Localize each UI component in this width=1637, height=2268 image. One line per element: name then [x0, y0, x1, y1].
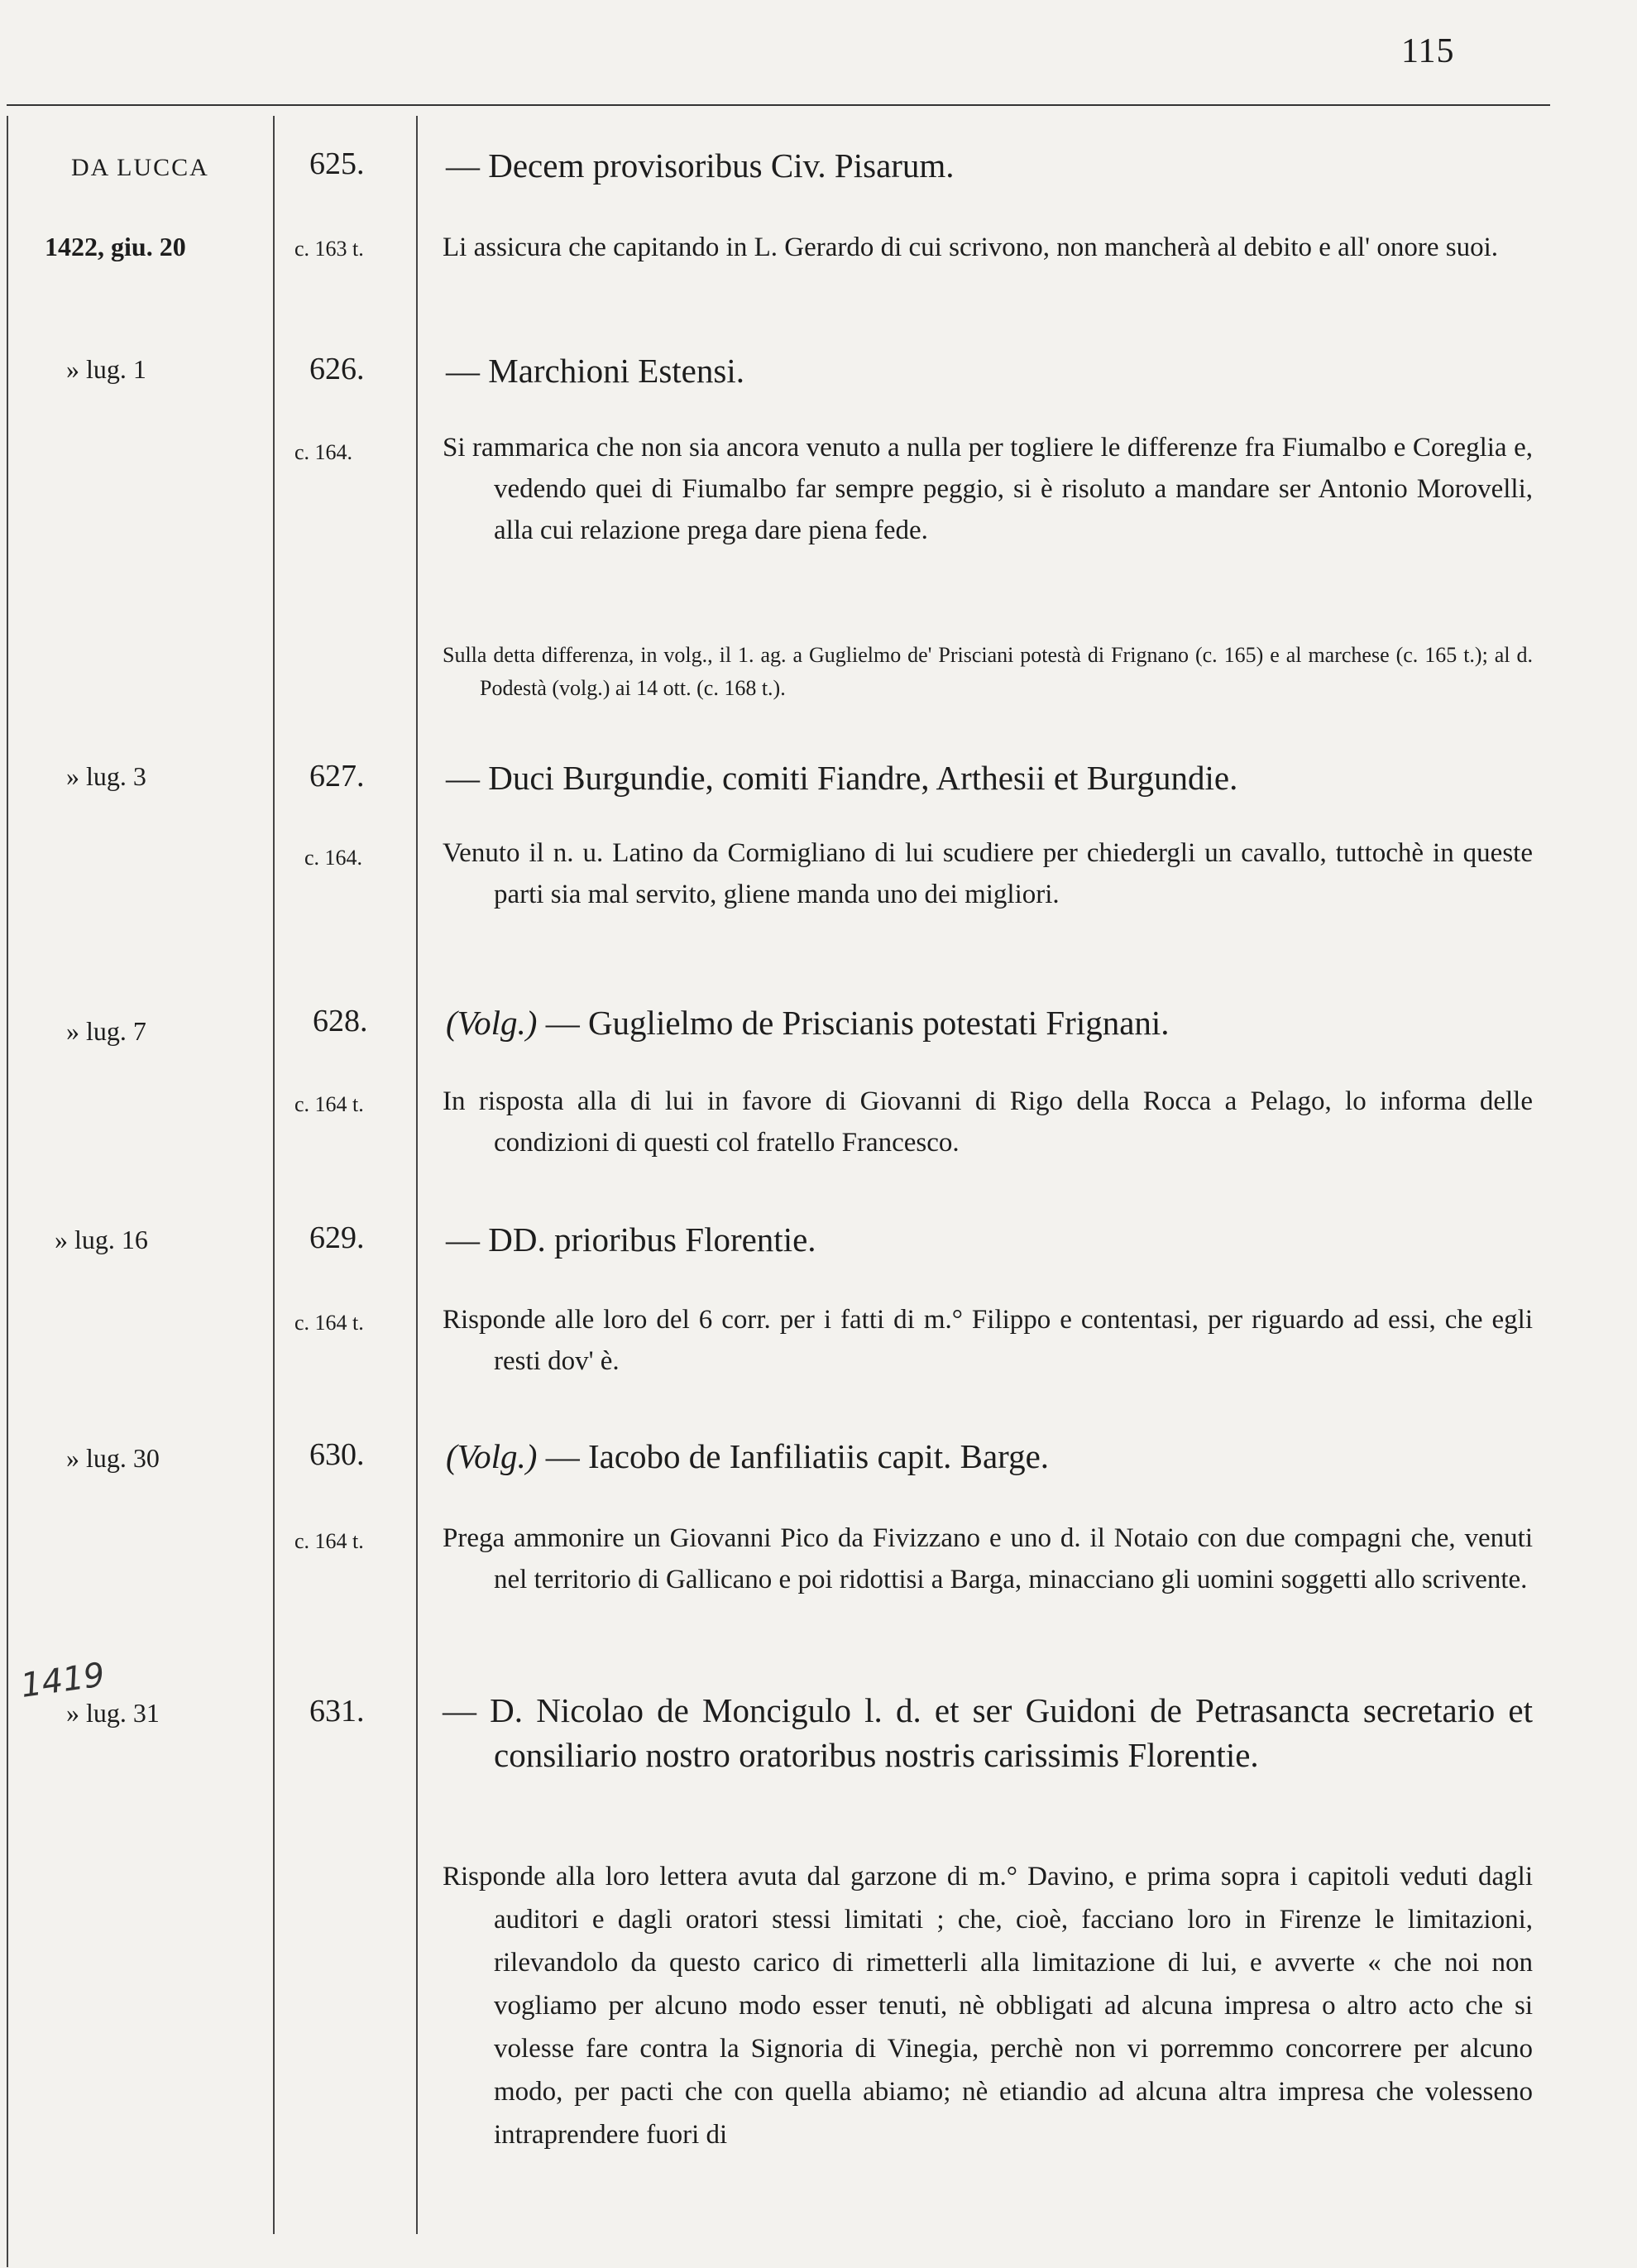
entry-folio: c. 164. — [294, 440, 353, 464]
entry-address: — Duci Burgundie, comiti Fiandre, Arthesii et Burgundie. — [446, 759, 1238, 797]
entry-number: 625. — [309, 146, 365, 181]
entry-number: 627. — [309, 759, 365, 794]
entry-number: 630. — [309, 1437, 365, 1472]
entry-date: » lug. 1 — [66, 354, 146, 384]
entry-folio: c. 163 t. — [294, 237, 364, 261]
entry-summary: In risposta alla di lui in favore di Giovanni di Rigo della Rocca a Pelago, lo informa delle condizioni di questi col fratello Francesco. — [443, 1086, 1533, 1158]
page-number: 115 — [1401, 32, 1455, 70]
volg-label: (Volg.) — [446, 1437, 538, 1475]
entry-address — [446, 1436, 1049, 1476]
entry-address — [446, 1003, 1170, 1043]
entry-number: 629. — [309, 1220, 365, 1255]
margin-line — [7, 116, 8, 2267]
entry-folio: c. 164 t. — [294, 1529, 364, 1553]
entry-folio: c. 164 t. — [294, 1311, 364, 1335]
entry-note: Sulla detta differenza, in volg., il 1. ag. a Guglielmo de' Prisciani potestà di Frignano (c. 165) e al marchese (c. 165 t.); al d. Podestà (volg.) ai 14 ott. (c. 168 t.). — [443, 643, 1533, 700]
entry-date: » lug. 30 — [66, 1443, 160, 1473]
volg-label: (Volg.) — [446, 1004, 538, 1042]
entry-summary: Si rammarica che non sia ancora venuto a nulla per togliere le differenze fra Fiumalbo e Coreglia e, vedendo quei di Fiumalbo far sempre peggio, si è risoluto a mandare ser Antonio Morovelli, alla cui relazione prega dare piena fede. — [443, 433, 1533, 545]
entry-date: » lug. 3 — [66, 761, 146, 791]
entry-summary: Risponde alla loro lettera avuta dal garzone di m.° Davino, e prima sopra i capitoli veduti dagli auditori e dagli oratori stessi limitati ; che, cioè, facciano loro in Firenze le limitazioni, rilevandolo da questo carico di rimetterli alla limitazione di lui, e avverte « che noi non vogliamo per alcuno modo esser tenuti, nè obbligati ad alcuna impresa o altro acto che si volesse fare contra la Signoria di Vinegia, perchè non vi porremmo concorrere per alcuno modo, per pacti che con quella abiamo; nè etiandio ad alcuna altra impresa che volesseno intraprendere fuori di — [443, 1862, 1533, 2150]
entry-date: » lug. 16 — [55, 1225, 148, 1254]
header-rule — [7, 104, 1550, 106]
column-divider-date — [273, 116, 275, 2234]
manuscript-note: 1419 — [18, 1656, 108, 1705]
header-left: DA LUCCA — [71, 154, 209, 181]
entry-number: 631. — [309, 1694, 365, 1729]
entry-number: 628. — [313, 1004, 368, 1038]
entry-address: — D. Nicolao de Moncigulo l. d. et ser Guidoni de Petrasancta secretario et consiliario nostro oratoribus nostris carissimis Florentie. — [443, 1691, 1533, 1774]
entry-address: — Decem provisoribus Civ. Pisarum. — [446, 146, 955, 185]
entry-number: 626. — [309, 352, 365, 386]
entry-summary: Venuto il n. u. Latino da Cormigliano di lui scudiere per chiedergli un cavallo, tuttochè in queste parti sia mal servito, gliene manda uno dei migliori. — [443, 838, 1533, 909]
entry-address-text: — Iacobo de Ianfiliatiis capit. Barge. — [537, 1437, 1050, 1475]
entry-summary: Risponde alle loro del 6 corr. per i fatti di m.° Filippo e contentasi, per riguardo ad essi, che egli resti dov' è. — [443, 1305, 1533, 1376]
entry-date: » lug. 31 — [66, 1698, 160, 1728]
entry-address: — DD. prioribus Florentie. — [446, 1220, 816, 1259]
entry-folio: c. 164 t. — [294, 1092, 364, 1116]
entry-date: » lug. 7 — [66, 1016, 146, 1046]
entry-summary: Prega ammonire un Giovanni Pico da Fivizzano e uno d. il Notaio con due compagni che, venuti nel territorio di Gallicano e poi ridottisi a Barga, minacciano gli uomini soggetti allo scrivente. — [443, 1523, 1533, 1594]
column-divider-number — [416, 116, 418, 2234]
entry-folio: c. 164. — [304, 846, 363, 870]
entry-summary: Li assicura che capitando in L. Gerardo di cui scrivono, non mancherà al debito e all' onore suoi. — [443, 233, 1499, 262]
entry-address-text: — Guglielmo de Priscianis potestati Frignani. — [537, 1004, 1170, 1042]
entry-address: — Marchioni Estensi. — [446, 352, 744, 390]
entry-date: 1422, giu. 20 — [45, 232, 186, 261]
